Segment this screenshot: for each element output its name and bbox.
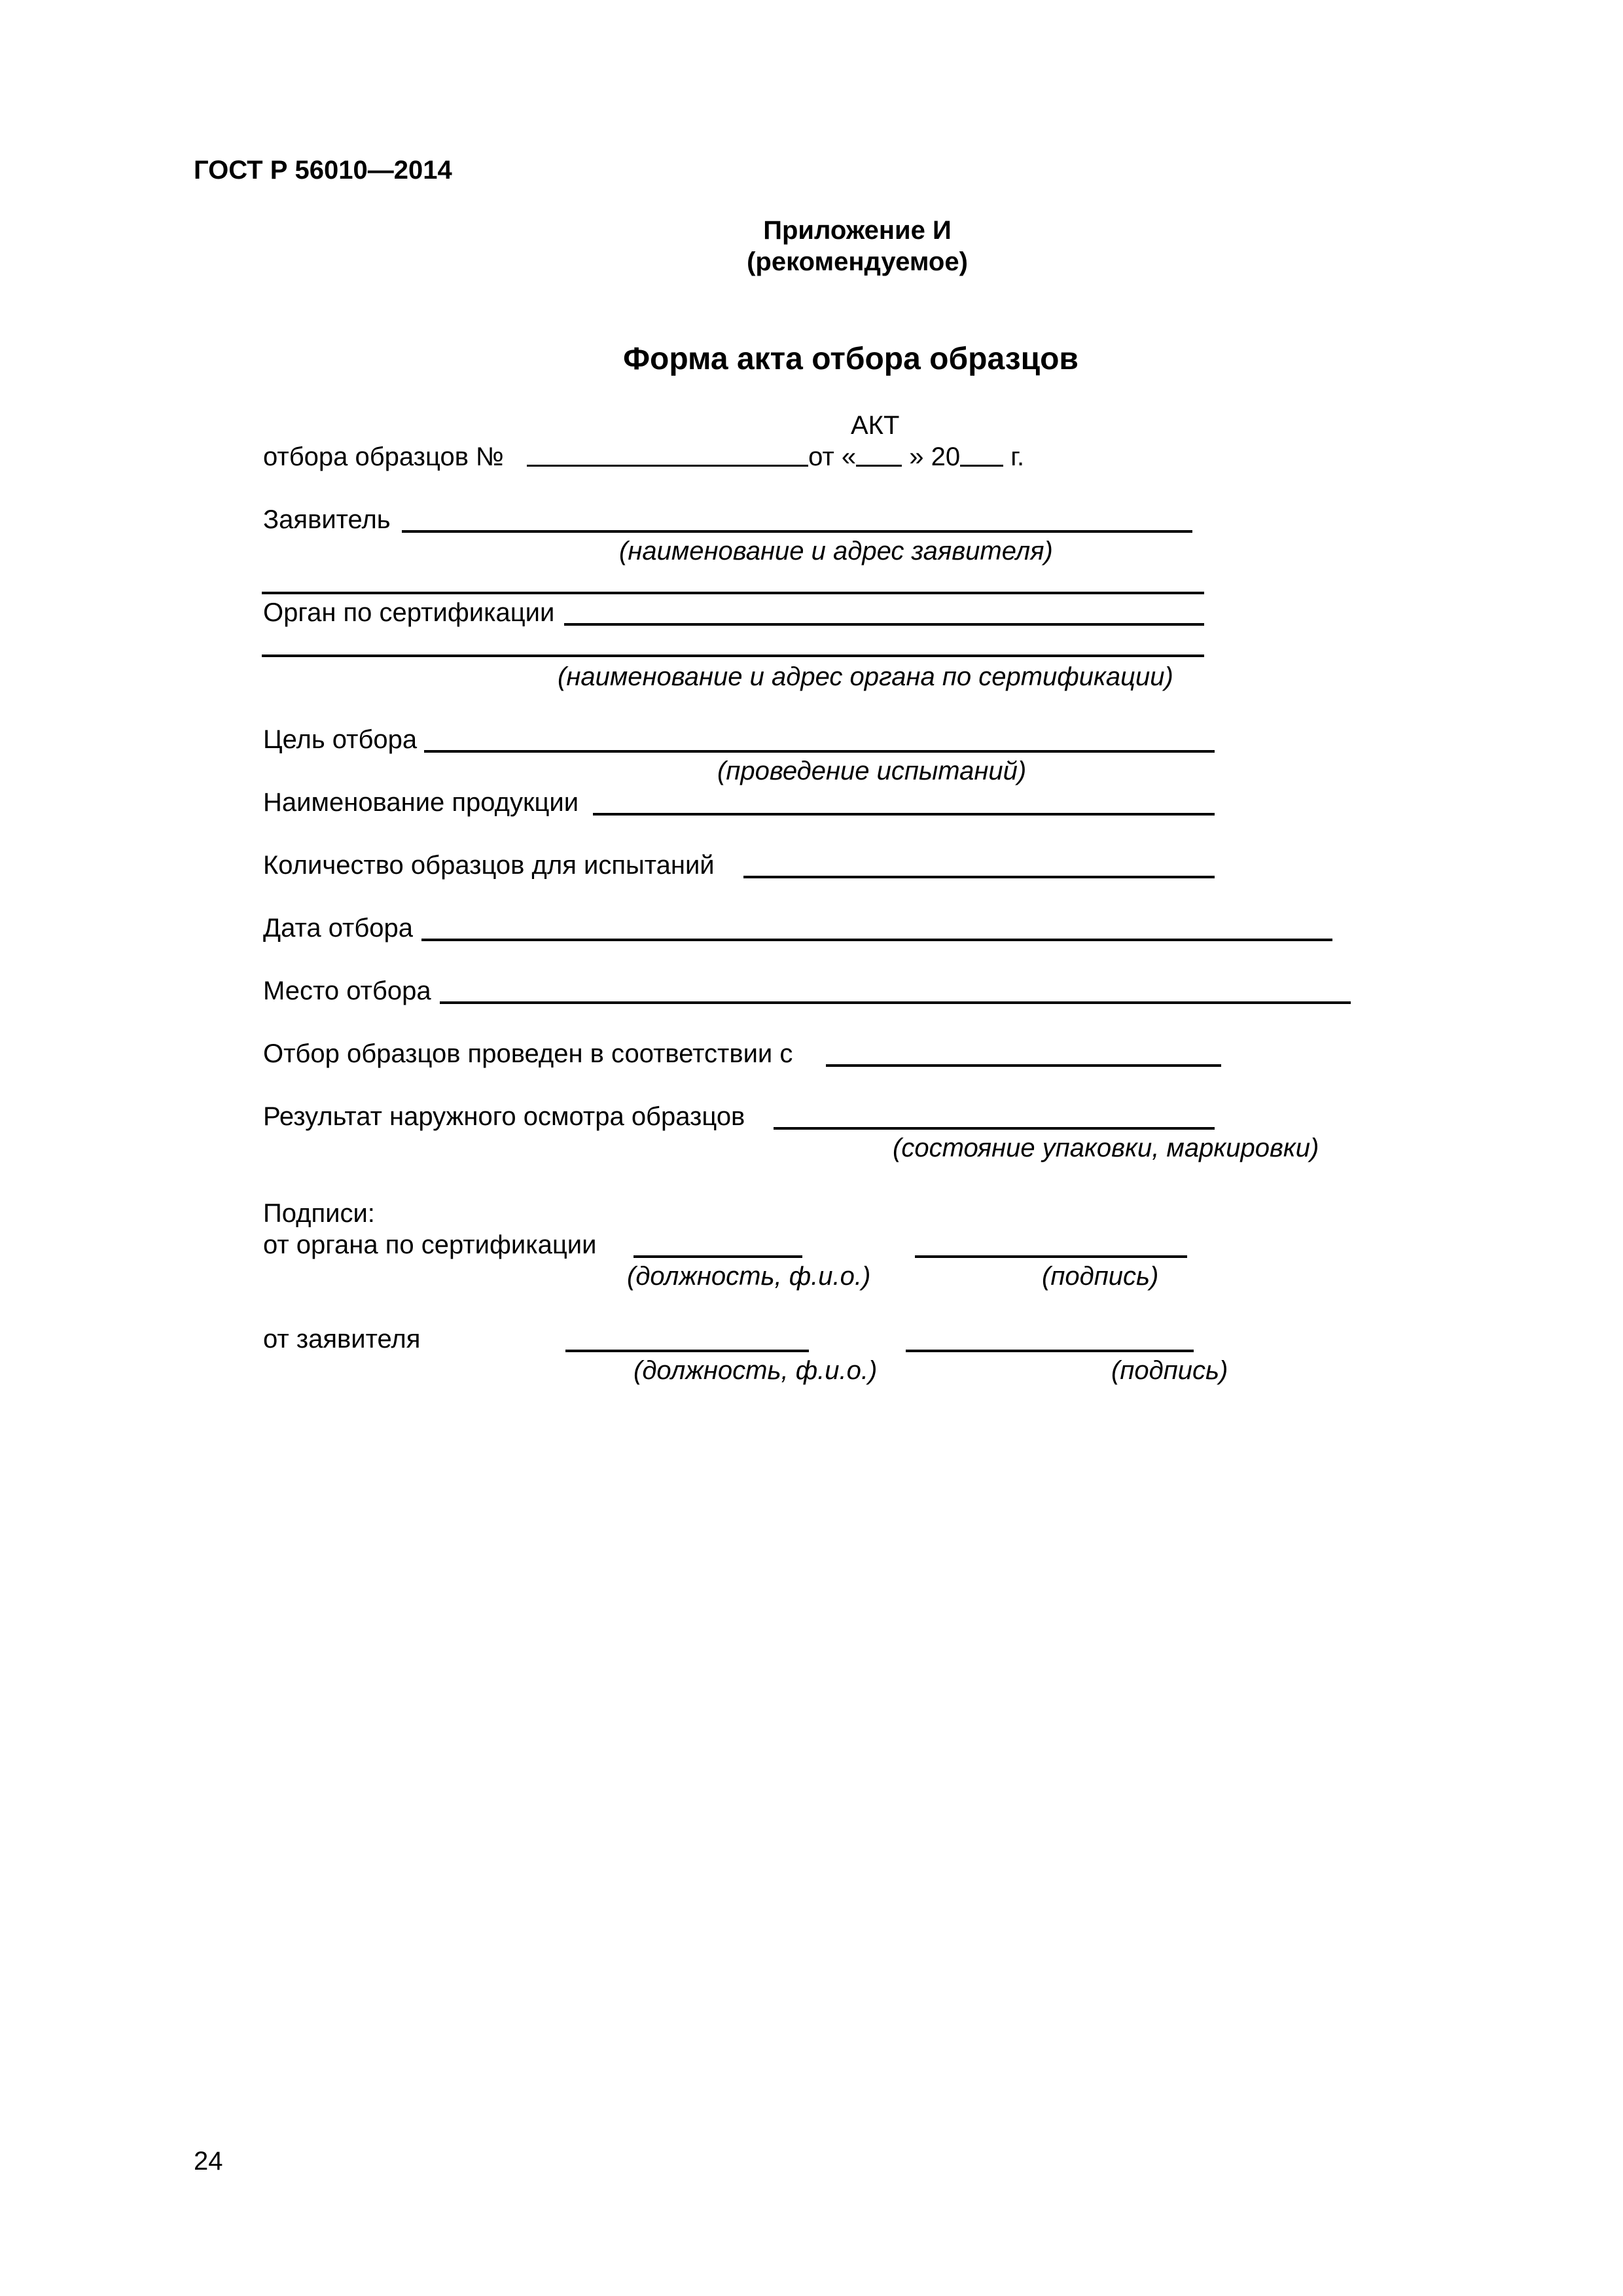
document-code: ГОСТ Р 56010—2014 — [194, 156, 452, 185]
quantity-field[interactable] — [743, 876, 1215, 878]
sig-applicant-signature-field[interactable] — [906, 1350, 1194, 1352]
sig-cert-body-signature-field[interactable] — [915, 1255, 1187, 1258]
act-year-suffix: г. — [1010, 442, 1025, 471]
appendix-title: Приложение И — [763, 216, 952, 245]
purpose-hint: (проведение испытаний) — [717, 757, 1027, 785]
purpose-label: Цель отбора — [263, 725, 418, 754]
appendix-subtitle: (рекомендуемое) — [747, 247, 968, 276]
date-label: Дата отбора — [263, 914, 414, 942]
applicant-hint: (наименование и адрес заявителя) — [619, 537, 1053, 565]
cert-body-hint: (наименование и адрес органа по сертификации) — [558, 662, 1173, 691]
act-day-field[interactable] — [856, 462, 902, 467]
cert-body-label: Орган по сертификации — [263, 598, 555, 627]
applicant-field-extra[interactable] — [262, 592, 1204, 594]
inspection-field[interactable] — [774, 1127, 1215, 1130]
act-number-row — [263, 441, 1024, 473]
conformity-field[interactable] — [826, 1064, 1221, 1067]
sig-applicant-position-hint: (должность, ф.и.о.) — [633, 1356, 878, 1385]
cert-body-field-extra[interactable] — [262, 655, 1204, 657]
quantity-label: Количество образцов для испытаний — [263, 851, 715, 880]
page-number: 24 — [194, 2147, 223, 2176]
act-heading: АКТ — [851, 411, 900, 440]
act-year-field[interactable] — [960, 462, 1003, 467]
product-field[interactable] — [593, 813, 1215, 816]
act-number-label: отбора образцов № — [263, 442, 504, 471]
inspection-hint: (состояние упаковки, маркировки) — [893, 1134, 1319, 1162]
product-label: Наименование продукции — [263, 788, 579, 817]
applicant-label: Заявитель — [263, 505, 391, 534]
act-quote-close: » 20 — [909, 442, 961, 471]
place-field[interactable] — [440, 1001, 1351, 1004]
sig-applicant-signature-hint: (подпись) — [1111, 1356, 1228, 1385]
form-title: Форма акта отбора образцов — [623, 342, 1079, 376]
place-label: Место отбора — [263, 977, 431, 1005]
sig-applicant-label: от заявителя — [263, 1325, 421, 1354]
sig-cert-body-position-field[interactable] — [633, 1255, 802, 1258]
sig-applicant-position-field[interactable] — [565, 1350, 809, 1352]
act-number-field[interactable] — [527, 462, 808, 467]
conformity-label: Отбор образцов проведен в соответствии с — [263, 1039, 793, 1068]
purpose-field[interactable] — [424, 750, 1215, 753]
act-from-label: от « — [808, 442, 857, 471]
date-field[interactable] — [421, 939, 1332, 941]
sig-cert-body-position-hint: (должность, ф.и.о.) — [627, 1262, 871, 1291]
sig-cert-body-signature-hint: (подпись) — [1042, 1262, 1159, 1291]
cert-body-field[interactable] — [564, 623, 1204, 626]
inspection-label: Результат наружного осмотра образцов — [263, 1102, 745, 1131]
sig-cert-body-label: от органа по сертификации — [263, 1230, 597, 1259]
signatures-title: Подписи: — [263, 1199, 375, 1228]
applicant-field[interactable] — [402, 530, 1192, 533]
